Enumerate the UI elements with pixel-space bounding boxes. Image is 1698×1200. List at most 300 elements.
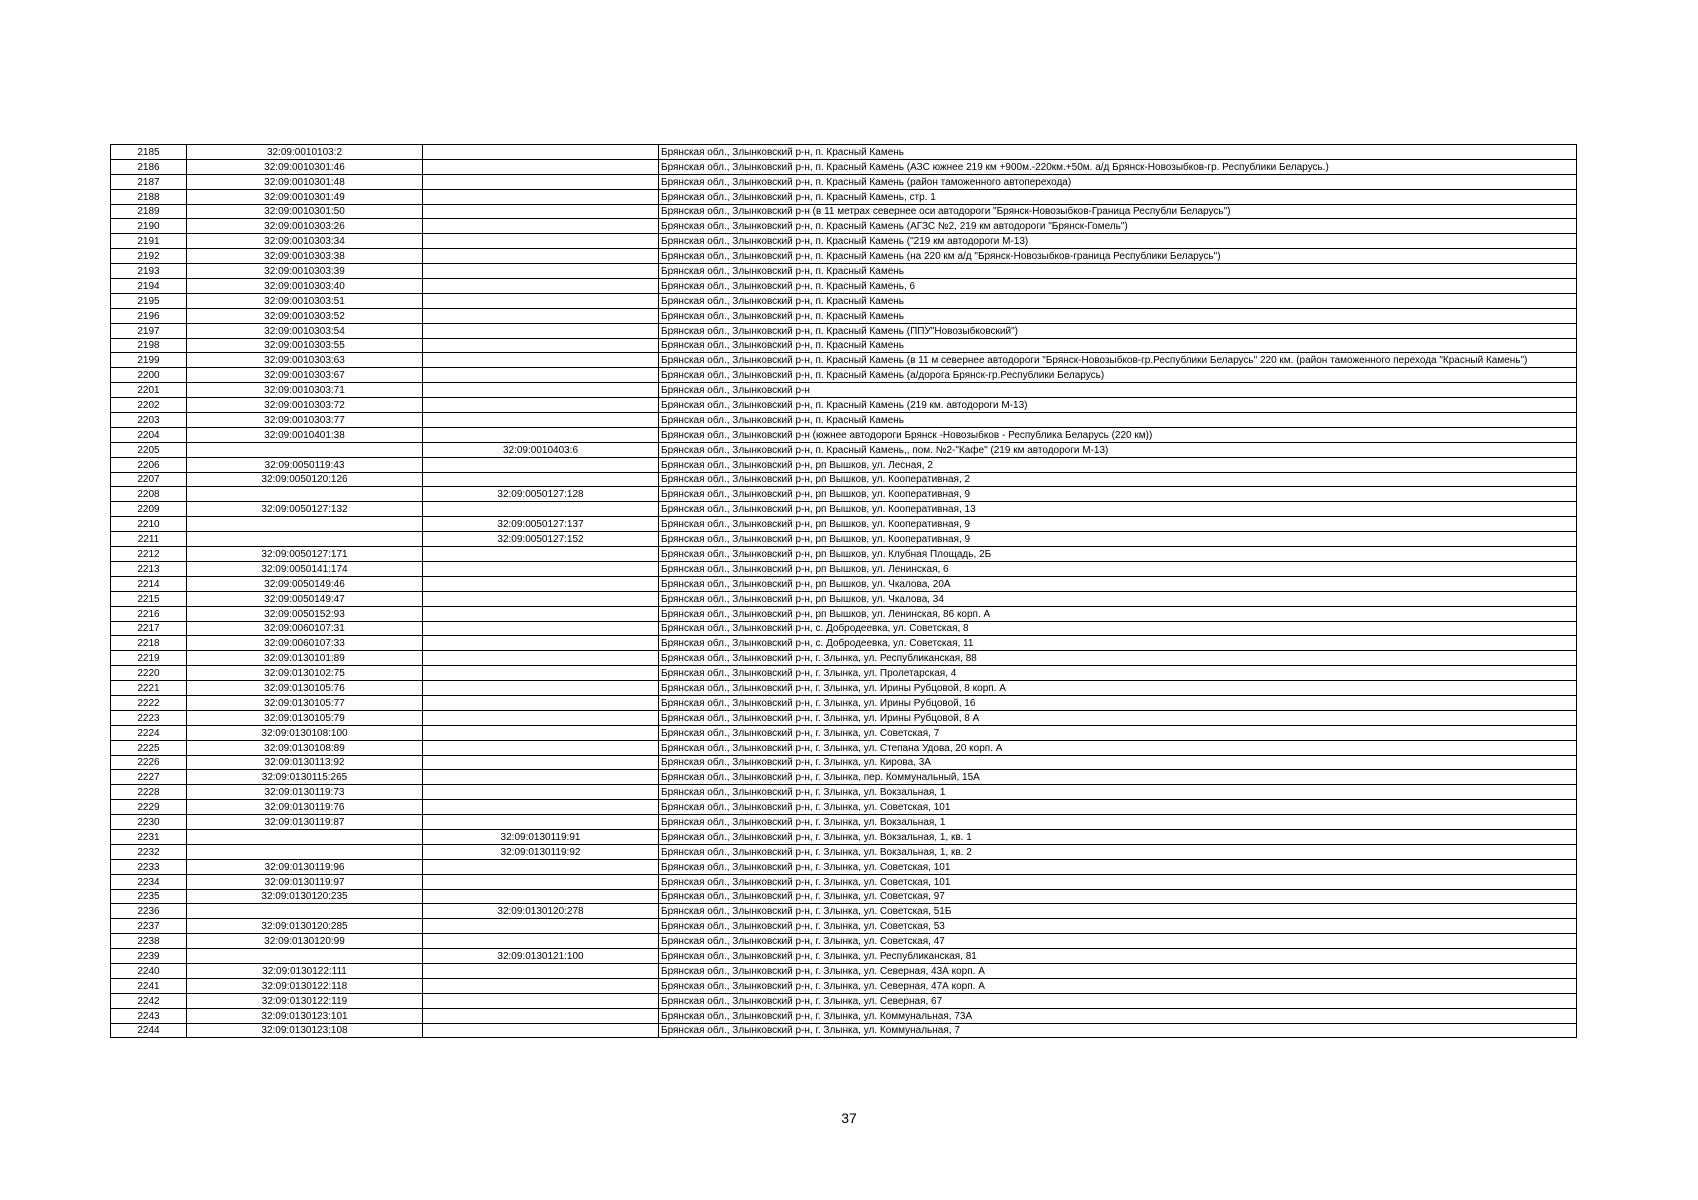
- row-number-cell: 2205: [111, 442, 187, 457]
- table-row: [111, 398, 1577, 413]
- cadastral-number-cell: 32:09:0130122:118: [187, 978, 423, 993]
- table-row: [111, 323, 1577, 338]
- premises-cadastral-number-cell: [423, 502, 659, 517]
- premises-cadastral-number-cell: [423, 279, 659, 294]
- premises-cadastral-number-cell: [423, 293, 659, 308]
- premises-cadastral-number-cell: [423, 383, 659, 398]
- cadastral-number-cell: 32:09:0130105:79: [187, 710, 423, 725]
- premises-cadastral-number-cell: 32:09:0050127:137: [423, 517, 659, 532]
- address-cell: Брянская обл., Злынковский р-н, п. Красный Камень: [659, 293, 1577, 308]
- table-row: [111, 189, 1577, 204]
- table-row: [111, 293, 1577, 308]
- cadastral-number-cell: 32:09:0010301:50: [187, 204, 423, 219]
- row-number-cell: 2233: [111, 859, 187, 874]
- table-row: [111, 710, 1577, 725]
- row-number-cell: 2217: [111, 621, 187, 636]
- address-cell: Брянская обл., Злынковский р-н: [659, 383, 1577, 398]
- table-row: [111, 264, 1577, 279]
- address-cell: Брянская обл., Злынковский р-н, г. Злынка, ул. Северная, 43А корп. А: [659, 963, 1577, 978]
- row-number-cell: 2229: [111, 800, 187, 815]
- table-row: [111, 949, 1577, 964]
- table-row: [111, 725, 1577, 740]
- premises-cadastral-number-cell: [423, 234, 659, 249]
- table-row: [111, 159, 1577, 174]
- registry-table: [110, 144, 1577, 1038]
- row-number-cell: 2187: [111, 174, 187, 189]
- cadastral-number-cell: 32:09:0010303:54: [187, 323, 423, 338]
- cadastral-number-cell: 32:09:0010303:63: [187, 353, 423, 368]
- table-row: [111, 695, 1577, 710]
- premises-cadastral-number-cell: [423, 1008, 659, 1023]
- table-row: [111, 919, 1577, 934]
- premises-cadastral-number-cell: [423, 725, 659, 740]
- cadastral-number-cell: 32:09:0050127:132: [187, 502, 423, 517]
- table-row: [111, 487, 1577, 502]
- table-row: [111, 740, 1577, 755]
- cadastral-number-cell: [187, 949, 423, 964]
- premises-cadastral-number-cell: [423, 413, 659, 428]
- address-cell: Брянская обл., Злынковский р-н, п. Красный Камень ("219 км автодороги М-13): [659, 234, 1577, 249]
- row-number-cell: 2199: [111, 353, 187, 368]
- premises-cadastral-number-cell: [423, 815, 659, 830]
- table-row: [111, 859, 1577, 874]
- table-row: [111, 874, 1577, 889]
- cadastral-number-cell: 32:09:0010303:51: [187, 293, 423, 308]
- address-cell: Брянская обл., Злынковский р-н, рп Вышков, ул. Ленинская, 6: [659, 561, 1577, 576]
- table-row: [111, 770, 1577, 785]
- cadastral-number-cell: [187, 442, 423, 457]
- table-row: [111, 785, 1577, 800]
- premises-cadastral-number-cell: [423, 472, 659, 487]
- table-row: [111, 427, 1577, 442]
- address-cell: Брянская обл., Злынковский р-н, г. Злынка, ул. Ирины Рубцовой, 8 корп. А: [659, 681, 1577, 696]
- row-number-cell: 2195: [111, 293, 187, 308]
- address-cell: Брянская обл., Злынковский р-н, г. Злынка, ул. Советская, 97: [659, 889, 1577, 904]
- cadastral-number-cell: 32:09:0010303:52: [187, 308, 423, 323]
- table-row: [111, 666, 1577, 681]
- premises-cadastral-number-cell: [423, 874, 659, 889]
- address-cell: Брянская обл., Злынковский р-н, г. Злынка, ул. Коммунальная, 73А: [659, 1008, 1577, 1023]
- row-number-cell: 2208: [111, 487, 187, 502]
- row-number-cell: 2196: [111, 308, 187, 323]
- table-row: [111, 547, 1577, 562]
- table-row: [111, 502, 1577, 517]
- cadastral-number-cell: 32:09:0050141:174: [187, 561, 423, 576]
- address-cell: Брянская обл., Злынковский р-н, п. Красный Камень (219 км. автодороги М-13): [659, 398, 1577, 413]
- cadastral-number-cell: [187, 517, 423, 532]
- table-row: [111, 234, 1577, 249]
- premises-cadastral-number-cell: [423, 934, 659, 949]
- premises-cadastral-number-cell: [423, 547, 659, 562]
- premises-cadastral-number-cell: [423, 606, 659, 621]
- table-row: [111, 800, 1577, 815]
- table-row: [111, 934, 1577, 949]
- page-number: 37: [841, 1110, 857, 1126]
- table-row: [111, 904, 1577, 919]
- cadastral-number-cell: 32:09:0010303:55: [187, 338, 423, 353]
- row-number-cell: 2188: [111, 189, 187, 204]
- row-number-cell: 2197: [111, 323, 187, 338]
- row-number-cell: 2194: [111, 279, 187, 294]
- table-row: [111, 755, 1577, 770]
- cadastral-number-cell: 32:09:0130102:75: [187, 666, 423, 681]
- row-number-cell: 2218: [111, 636, 187, 651]
- row-number-cell: 2243: [111, 1008, 187, 1023]
- address-cell: Брянская обл., Злынковский р-н, г. Злынка, ул. Северная, 67: [659, 993, 1577, 1008]
- table-row: [111, 472, 1577, 487]
- premises-cadastral-number-cell: [423, 308, 659, 323]
- cadastral-number-cell: 32:09:0010301:48: [187, 174, 423, 189]
- row-number-cell: 2189: [111, 204, 187, 219]
- table-row: [111, 413, 1577, 428]
- row-number-cell: 2242: [111, 993, 187, 1008]
- row-number-cell: 2244: [111, 1023, 187, 1038]
- row-number-cell: 2223: [111, 710, 187, 725]
- cadastral-number-cell: 32:09:0010303:40: [187, 279, 423, 294]
- row-number-cell: 2202: [111, 398, 187, 413]
- cadastral-number-cell: 32:09:0050119:43: [187, 457, 423, 472]
- cadastral-number-cell: 32:09:0130119:87: [187, 815, 423, 830]
- premises-cadastral-number-cell: [423, 219, 659, 234]
- address-cell: Брянская обл., Злынковский р-н, г. Злынка, ул. Советская, 53: [659, 919, 1577, 934]
- premises-cadastral-number-cell: [423, 264, 659, 279]
- premises-cadastral-number-cell: [423, 338, 659, 353]
- address-cell: Брянская обл., Злынковский р-н, г. Злынка, ул. Советская, 101: [659, 800, 1577, 815]
- table-row: [111, 174, 1577, 189]
- table-row: [111, 681, 1577, 696]
- cadastral-number-cell: [187, 532, 423, 547]
- table-row: [111, 145, 1577, 160]
- row-number-cell: 2214: [111, 576, 187, 591]
- address-cell: Брянская обл., Злынковский р-н (в 11 метрах севернее оси автодороги "Брянск-Новозыбков-Граница Республи Беларусь"): [659, 204, 1577, 219]
- premises-cadastral-number-cell: [423, 710, 659, 725]
- table-row: [111, 621, 1577, 636]
- address-cell: Брянская обл., Злынковский р-н, п. Красный Камень: [659, 264, 1577, 279]
- premises-cadastral-number-cell: [423, 695, 659, 710]
- cadastral-number-cell: 32:09:0010303:67: [187, 368, 423, 383]
- address-cell: Брянская обл., Злынковский р-н, п. Красный Камень, 6: [659, 279, 1577, 294]
- premises-cadastral-number-cell: [423, 963, 659, 978]
- premises-cadastral-number-cell: [423, 576, 659, 591]
- table-row: [111, 517, 1577, 532]
- cadastral-number-cell: 32:09:0130123:108: [187, 1023, 423, 1038]
- address-cell: Брянская обл., Злынковский р-н, г. Злынка, ул. Республиканская, 88: [659, 651, 1577, 666]
- row-number-cell: 2241: [111, 978, 187, 993]
- address-cell: Брянская обл., Злынковский р-н, г. Злынка, пер. Коммунальный, 15А: [659, 770, 1577, 785]
- address-cell: Брянская обл., Злынковский р-н, г. Злынка, ул. Степана Удова, 20 корп. А: [659, 740, 1577, 755]
- premises-cadastral-number-cell: [423, 159, 659, 174]
- address-cell: Брянская обл., Злынковский р-н (южнее автодороги Брянск -Новозыбков - Республика Беларусь (220 км)): [659, 427, 1577, 442]
- row-number-cell: 2200: [111, 368, 187, 383]
- premises-cadastral-number-cell: [423, 666, 659, 681]
- cadastral-number-cell: 32:09:0130101:89: [187, 651, 423, 666]
- cadastral-number-cell: 32:09:0130122:119: [187, 993, 423, 1008]
- row-number-cell: 2235: [111, 889, 187, 904]
- address-cell: Брянская обл., Злынковский р-н, п. Красный Камень (АГЗС №2, 219 км автодороги "Брянск-Гомель"): [659, 219, 1577, 234]
- address-cell: Брянская обл., Злынковский р-н, г. Злынка, ул. Вокзальная, 1, кв. 1: [659, 829, 1577, 844]
- row-number-cell: 2238: [111, 934, 187, 949]
- cadastral-number-cell: 32:09:0050149:46: [187, 576, 423, 591]
- address-cell: Брянская обл., Злынковский р-н, рп Вышков, ул. Кооперативная, 9: [659, 517, 1577, 532]
- cadastral-number-cell: 32:09:0130120:285: [187, 919, 423, 934]
- address-cell: Брянская обл., Злынковский р-н, г. Злынка, ул. Советская, 47: [659, 934, 1577, 949]
- cadastral-number-cell: 32:09:0130105:76: [187, 681, 423, 696]
- premises-cadastral-number-cell: [423, 978, 659, 993]
- address-cell: Брянская обл., Злынковский р-н, п. Красный Камень (а/дорога Брянск-гр.Республики Беларусь): [659, 368, 1577, 383]
- premises-cadastral-number-cell: [423, 800, 659, 815]
- table-row: [111, 457, 1577, 472]
- cadastral-number-cell: 32:09:0130115:265: [187, 770, 423, 785]
- cadastral-number-cell: 32:09:0130120:235: [187, 889, 423, 904]
- address-cell: Брянская обл., Злынковский р-н, г. Злынка, ул. Пролетарская, 4: [659, 666, 1577, 681]
- row-number-cell: 2228: [111, 785, 187, 800]
- row-number-cell: 2203: [111, 413, 187, 428]
- premises-cadastral-number-cell: [423, 636, 659, 651]
- table-row: [111, 308, 1577, 323]
- premises-cadastral-number-cell: [423, 785, 659, 800]
- premises-cadastral-number-cell: [423, 427, 659, 442]
- address-cell: Брянская обл., Злынковский р-н, п. Красный Камень: [659, 308, 1577, 323]
- premises-cadastral-number-cell: [423, 145, 659, 160]
- premises-cadastral-number-cell: [423, 651, 659, 666]
- table-row: [111, 606, 1577, 621]
- premises-cadastral-number-cell: 32:09:0130119:92: [423, 844, 659, 859]
- table-row: [111, 249, 1577, 264]
- address-cell: Брянская обл., Злынковский р-н, рп Вышков, ул. Лесная, 2: [659, 457, 1577, 472]
- address-cell: Брянская обл., Злынковский р-н, рп Вышков, ул. Кооперативная, 2: [659, 472, 1577, 487]
- address-cell: Брянская обл., Злынковский р-н, г. Злынка, ул. Северная, 47А корп. А: [659, 978, 1577, 993]
- table-row: [111, 204, 1577, 219]
- row-number-cell: 2213: [111, 561, 187, 576]
- premises-cadastral-number-cell: [423, 993, 659, 1008]
- row-number-cell: 2237: [111, 919, 187, 934]
- table-row: [111, 353, 1577, 368]
- cadastral-number-cell: [187, 829, 423, 844]
- row-number-cell: 2226: [111, 755, 187, 770]
- cadastral-number-cell: [187, 904, 423, 919]
- premises-cadastral-number-cell: [423, 755, 659, 770]
- table-row: [111, 1008, 1577, 1023]
- address-cell: Брянская обл., Злынковский р-н, п. Красный Камень (в 11 м севернее автодороги "Брянск-Новозыбков-гр.Республики Беларусь" 220 км. (район таможенного перехода "Красный Камень"): [659, 353, 1577, 368]
- address-cell: Брянская обл., Злынковский р-н, рп Вышков, ул. Кооперативная, 9: [659, 487, 1577, 502]
- cadastral-number-cell: 32:09:0010301:49: [187, 189, 423, 204]
- address-cell: Брянская обл., Злынковский р-н, г. Злынка, ул. Кирова, 3А: [659, 755, 1577, 770]
- cadastral-number-cell: 32:09:0130119:73: [187, 785, 423, 800]
- table-row: [111, 561, 1577, 576]
- cadastral-number-cell: 32:09:0010303:34: [187, 234, 423, 249]
- row-number-cell: 2190: [111, 219, 187, 234]
- address-cell: Брянская обл., Злынковский р-н, рп Вышков, ул. Чкалова, 20А: [659, 576, 1577, 591]
- premises-cadastral-number-cell: 32:09:0010403:6: [423, 442, 659, 457]
- address-cell: Брянская обл., Злынковский р-н, г. Злынка, ул. Ирины Рубцовой, 8 А: [659, 710, 1577, 725]
- premises-cadastral-number-cell: [423, 681, 659, 696]
- row-number-cell: 2219: [111, 651, 187, 666]
- address-cell: Брянская обл., Злынковский р-н, г. Злынка, ул. Советская, 101: [659, 874, 1577, 889]
- premises-cadastral-number-cell: [423, 368, 659, 383]
- table-row: [111, 978, 1577, 993]
- address-cell: Брянская обл., Злынковский р-н, п. Красный Камень (АЗС южнее 219 км +900м.-220км.+50м. а/д Брянск-Новозыбков-гр. Республики Беларусь.): [659, 159, 1577, 174]
- table-row: [111, 442, 1577, 457]
- premises-cadastral-number-cell: [423, 770, 659, 785]
- premises-cadastral-number-cell: [423, 249, 659, 264]
- table-row: [111, 815, 1577, 830]
- table-row: [111, 1023, 1577, 1038]
- table-row: [111, 279, 1577, 294]
- premises-cadastral-number-cell: [423, 353, 659, 368]
- cadastral-number-cell: [187, 487, 423, 502]
- cadastral-number-cell: 32:09:0010303:26: [187, 219, 423, 234]
- cadastral-number-cell: 32:09:0010303:72: [187, 398, 423, 413]
- row-number-cell: 2234: [111, 874, 187, 889]
- premises-cadastral-number-cell: 32:09:0130121:100: [423, 949, 659, 964]
- address-cell: Брянская обл., Злынковский р-н, п. Красный Камень (на 220 км а/д "Брянск-Новозыбков-граница Республики Беларусь"): [659, 249, 1577, 264]
- premises-cadastral-number-cell: 32:09:0050127:152: [423, 532, 659, 547]
- premises-cadastral-number-cell: 32:09:0130120:278: [423, 904, 659, 919]
- address-cell: Брянская обл., Злынковский р-н, п. Красный Камень,, пом. №2-"Кафе" (219 км автодороги М-13): [659, 442, 1577, 457]
- cadastral-number-cell: 32:09:0010303:39: [187, 264, 423, 279]
- address-cell: Брянская обл., Злынковский р-н, рп Вышков, ул. Чкалова, 34: [659, 591, 1577, 606]
- cadastral-number-cell: 32:09:0050149:47: [187, 591, 423, 606]
- row-number-cell: 2227: [111, 770, 187, 785]
- cadastral-number-cell: 32:09:0130119:76: [187, 800, 423, 815]
- row-number-cell: 2225: [111, 740, 187, 755]
- registry-table-body: [111, 145, 1577, 1038]
- address-cell: Брянская обл., Злынковский р-н, г. Злынка, ул. Коммунальная, 7: [659, 1023, 1577, 1038]
- address-cell: Брянская обл., Злынковский р-н, г. Злынка, ул. Советская, 51Б: [659, 904, 1577, 919]
- premises-cadastral-number-cell: [423, 740, 659, 755]
- table-row: [111, 993, 1577, 1008]
- address-cell: Брянская обл., Злынковский р-н, г. Злынка, ул. Ирины Рубцовой, 16: [659, 695, 1577, 710]
- premises-cadastral-number-cell: [423, 189, 659, 204]
- premises-cadastral-number-cell: [423, 1023, 659, 1038]
- premises-cadastral-number-cell: [423, 621, 659, 636]
- row-number-cell: 2239: [111, 949, 187, 964]
- address-cell: Брянская обл., Злынковский р-н, п. Красный Камень: [659, 413, 1577, 428]
- table-row: [111, 576, 1577, 591]
- cadastral-number-cell: 32:09:0010103:2: [187, 145, 423, 160]
- cadastral-number-cell: 32:09:0050152:93: [187, 606, 423, 621]
- table-row: [111, 591, 1577, 606]
- table-row: [111, 219, 1577, 234]
- address-cell: Брянская обл., Злынковский р-н, п. Красный Камень: [659, 145, 1577, 160]
- row-number-cell: 2186: [111, 159, 187, 174]
- premises-cadastral-number-cell: [423, 591, 659, 606]
- row-number-cell: 2231: [111, 829, 187, 844]
- row-number-cell: 2206: [111, 457, 187, 472]
- address-cell: Брянская обл., Злынковский р-н, с. Добродеевка, ул. Советская, 11: [659, 636, 1577, 651]
- address-cell: Брянская обл., Злынковский р-н, п. Красный Камень: [659, 338, 1577, 353]
- row-number-cell: 2220: [111, 666, 187, 681]
- row-number-cell: 2236: [111, 904, 187, 919]
- row-number-cell: 2240: [111, 963, 187, 978]
- row-number-cell: 2192: [111, 249, 187, 264]
- cadastral-number-cell: 32:09:0010401:38: [187, 427, 423, 442]
- address-cell: Брянская обл., Злынковский р-н, г. Злынка, ул. Вокзальная, 1: [659, 815, 1577, 830]
- cadastral-number-cell: 32:09:0130120:99: [187, 934, 423, 949]
- premises-cadastral-number-cell: 32:09:0050127:128: [423, 487, 659, 502]
- address-cell: Брянская обл., Злынковский р-н, г. Злынка, ул. Советская, 7: [659, 725, 1577, 740]
- row-number-cell: 2222: [111, 695, 187, 710]
- table-row: [111, 383, 1577, 398]
- row-number-cell: 2207: [111, 472, 187, 487]
- row-number-cell: 2216: [111, 606, 187, 621]
- table-row: [111, 963, 1577, 978]
- row-number-cell: 2210: [111, 517, 187, 532]
- row-number-cell: 2198: [111, 338, 187, 353]
- cadastral-number-cell: 32:09:0130108:100: [187, 725, 423, 740]
- address-cell: Брянская обл., Злынковский р-н, рп Вышков, ул. Кооперативная, 9: [659, 532, 1577, 547]
- address-cell: Брянская обл., Злынковский р-н, рп Вышков, ул. Кооперативная, 13: [659, 502, 1577, 517]
- table-row: [111, 532, 1577, 547]
- cadastral-number-cell: 32:09:0060107:31: [187, 621, 423, 636]
- row-number-cell: 2191: [111, 234, 187, 249]
- table-row: [111, 889, 1577, 904]
- row-number-cell: 2224: [111, 725, 187, 740]
- table-row: [111, 368, 1577, 383]
- cadastral-number-cell: 32:09:0010303:77: [187, 413, 423, 428]
- row-number-cell: 2212: [111, 547, 187, 562]
- row-number-cell: 2211: [111, 532, 187, 547]
- address-cell: Брянская обл., Злынковский р-н, с. Добродеевка, ул. Советская, 8: [659, 621, 1577, 636]
- address-cell: Брянская обл., Злынковский р-н, г. Злынка, ул. Советская, 101: [659, 859, 1577, 874]
- cadastral-number-cell: 32:09:0050127:171: [187, 547, 423, 562]
- row-number-cell: 2185: [111, 145, 187, 160]
- cadastral-number-cell: 32:09:0130119:97: [187, 874, 423, 889]
- address-cell: Брянская обл., Злынковский р-н, г. Злынка, ул. Вокзальная, 1: [659, 785, 1577, 800]
- address-cell: Брянская обл., Злынковский р-н, рп Вышков, ул. Клубная Площадь, 2Б: [659, 547, 1577, 562]
- row-number-cell: 2209: [111, 502, 187, 517]
- premises-cadastral-number-cell: [423, 919, 659, 934]
- row-number-cell: 2215: [111, 591, 187, 606]
- table-row: [111, 829, 1577, 844]
- table-row: [111, 651, 1577, 666]
- premises-cadastral-number-cell: 32:09:0130119:91: [423, 829, 659, 844]
- address-cell: Брянская обл., Злынковский р-н, г. Злынка, ул. Республиканская, 81: [659, 949, 1577, 964]
- table-row: [111, 338, 1577, 353]
- premises-cadastral-number-cell: [423, 859, 659, 874]
- address-cell: Брянская обл., Злынковский р-н, рп Вышков, ул. Ленинская, 86 корп. А: [659, 606, 1577, 621]
- table-row: [111, 844, 1577, 859]
- cadastral-number-cell: 32:09:0130105:77: [187, 695, 423, 710]
- address-cell: Брянская обл., Злынковский р-н, п. Красный Камень, стр. 1: [659, 189, 1577, 204]
- cadastral-number-cell: 32:09:0130113:92: [187, 755, 423, 770]
- address-cell: Брянская обл., Злынковский р-н, п. Красный Камень (ППУ"Новозыбковский"): [659, 323, 1577, 338]
- row-number-cell: 2193: [111, 264, 187, 279]
- row-number-cell: 2204: [111, 427, 187, 442]
- cadastral-number-cell: 32:09:0010303:38: [187, 249, 423, 264]
- cadastral-number-cell: 32:09:0010303:71: [187, 383, 423, 398]
- address-cell: Брянская обл., Злынковский р-н, г. Злынка, ул. Вокзальная, 1, кв. 2: [659, 844, 1577, 859]
- cadastral-number-cell: 32:09:0130122:111: [187, 963, 423, 978]
- cadastral-number-cell: 32:09:0010301:46: [187, 159, 423, 174]
- premises-cadastral-number-cell: [423, 889, 659, 904]
- premises-cadastral-number-cell: [423, 398, 659, 413]
- cadastral-number-cell: [187, 844, 423, 859]
- table-row: [111, 636, 1577, 651]
- cadastral-number-cell: 32:09:0060107:33: [187, 636, 423, 651]
- row-number-cell: 2230: [111, 815, 187, 830]
- row-number-cell: 2221: [111, 681, 187, 696]
- premises-cadastral-number-cell: [423, 323, 659, 338]
- cadastral-number-cell: 32:09:0130123:101: [187, 1008, 423, 1023]
- row-number-cell: 2201: [111, 383, 187, 398]
- cadastral-number-cell: 32:09:0050120:126: [187, 472, 423, 487]
- premises-cadastral-number-cell: [423, 204, 659, 219]
- premises-cadastral-number-cell: [423, 174, 659, 189]
- address-cell: Брянская обл., Злынковский р-н, п. Красный Камень (район таможенного автоперехода): [659, 174, 1577, 189]
- cadastral-number-cell: 32:09:0130119:96: [187, 859, 423, 874]
- premises-cadastral-number-cell: [423, 561, 659, 576]
